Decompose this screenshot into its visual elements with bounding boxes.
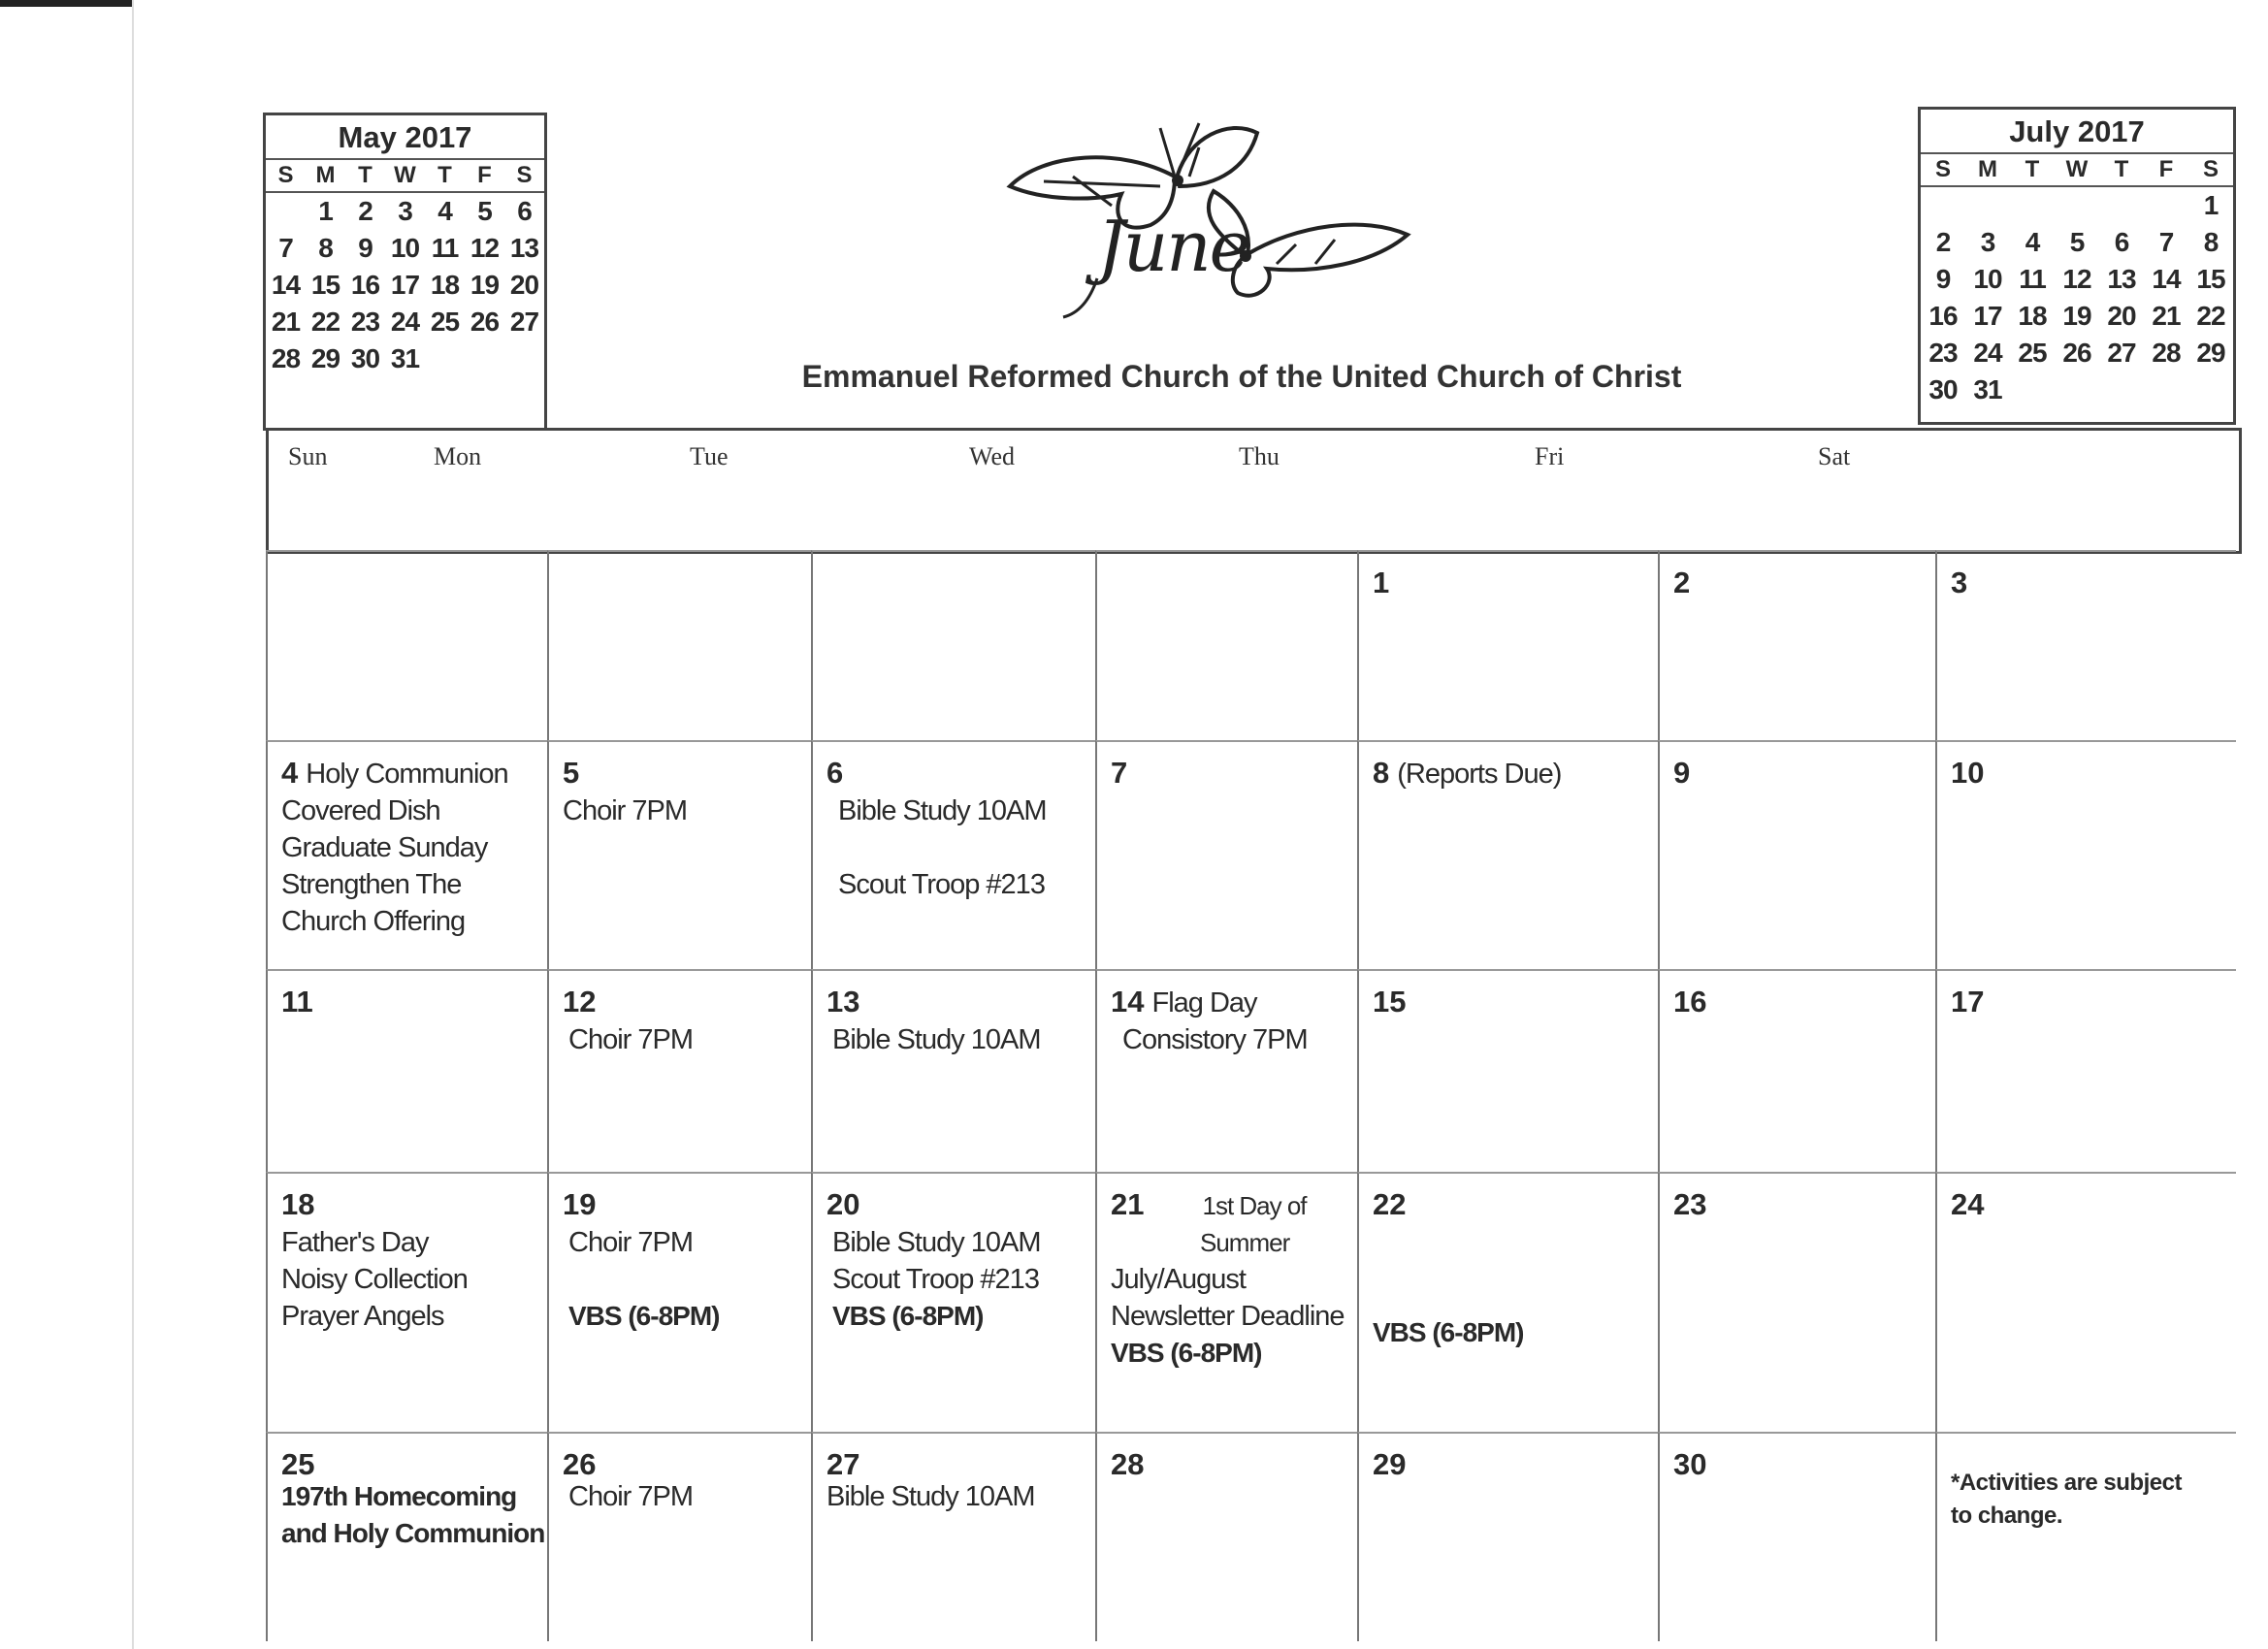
event-item: Strengthen The: [281, 869, 462, 900]
event-item: 197th Homecoming: [281, 1481, 517, 1511]
mini-week-row: [1921, 224, 2233, 261]
day-name-tue: Tue: [690, 442, 729, 470]
day-number: 8: [1373, 756, 1390, 790]
day-header-line: [826, 756, 1095, 792]
mini-date: 1: [318, 196, 333, 226]
mini-date: 8: [2203, 227, 2219, 257]
mini-date: 11: [431, 233, 459, 263]
day-number: 3: [1951, 566, 1968, 599]
day-header-line: [1673, 756, 1935, 792]
mini-date: 19: [470, 270, 500, 300]
mini-date: 22: [310, 307, 340, 337]
mini-date: 10: [390, 233, 420, 263]
day-number: 9: [1673, 756, 1691, 790]
day-number: 12: [563, 985, 597, 1018]
mini-date: 3: [1980, 227, 1995, 257]
event-item: Newsletter Deadline: [1111, 1301, 1345, 1332]
calendar-day-cell: [266, 1172, 547, 1432]
day-number: 16: [1673, 985, 1707, 1018]
mini-date: 13: [2107, 264, 2136, 294]
mini-date: 31: [1973, 374, 2002, 404]
mini-day-header: S: [1921, 154, 1965, 186]
mini-date: 16: [350, 270, 380, 300]
calendar-day-cell: [1658, 1172, 1935, 1432]
calendar-day-cell: [1357, 550, 1658, 740]
day-header-line: [1373, 985, 1658, 1021]
day-number: 10: [1951, 756, 1985, 790]
mini-date: 7: [278, 233, 293, 263]
event-item: Bible Study 10AM: [832, 1024, 1041, 1055]
mini-date: 28: [271, 343, 301, 373]
event-item: Noisy Collection: [281, 1264, 468, 1295]
calendar-day-cell: [266, 740, 547, 969]
day-name-wed: Wed: [969, 442, 1015, 470]
event-item: and Holy Communion: [281, 1518, 545, 1548]
mini-date: [425, 340, 465, 377]
mini-date: 19: [2062, 301, 2091, 331]
mini-week-row: [266, 267, 544, 304]
mini-date: 4: [2025, 227, 2040, 257]
mini-date: 15: [2196, 264, 2225, 294]
mini-date: [2010, 372, 2055, 408]
event-item: Bible Study 10AM: [838, 795, 1047, 826]
event-item: Graduate Sunday: [281, 832, 488, 863]
day-header-line: [563, 566, 811, 602]
mini-date: 22: [2196, 301, 2225, 331]
mini-date: 26: [470, 307, 500, 337]
day-name-sat: Sat: [1818, 442, 1851, 470]
mini-day-header: F: [465, 160, 504, 192]
day-number: 21: [1111, 1187, 1145, 1221]
mini-date: 27: [509, 307, 539, 337]
day-header-line: [1111, 1447, 1357, 1484]
mini-calendar-may: [263, 113, 547, 431]
day-header-line: [281, 566, 547, 602]
day-number: 27: [826, 1447, 860, 1481]
mini-date: 2: [358, 196, 373, 226]
day-header-line: [826, 1187, 1095, 1224]
day-number: 20: [826, 1187, 860, 1221]
calendar-day-cell: [1095, 1172, 1357, 1432]
mini-date: 23: [1928, 338, 1958, 368]
scan-edge-bar: [0, 0, 132, 7]
day-number: 6: [826, 756, 844, 790]
mini-date: [1921, 186, 1965, 224]
mini-date: [2099, 186, 2144, 224]
day-header-line: [1373, 1187, 1658, 1224]
day-name-sun: Sun: [288, 442, 328, 470]
day-number: 4: [281, 756, 299, 790]
mini-date: 30: [350, 343, 380, 373]
event-item: Bible Study 10AM: [826, 1481, 1035, 1512]
mini-calendar-grid: [266, 160, 544, 377]
mini-date: [2144, 186, 2188, 224]
event-item: Scout Troop #213: [838, 869, 1045, 900]
mini-date: 20: [2107, 301, 2136, 331]
calendar-day-cell: [1095, 1432, 1357, 1641]
day-number: 30: [1673, 1447, 1707, 1481]
calendar-day-cell: [1935, 740, 2236, 969]
month-script-title: June: [1097, 206, 1249, 287]
event-item: Father's Day: [281, 1227, 429, 1258]
mini-date: 5: [477, 196, 492, 226]
day-number: 28: [1111, 1447, 1145, 1481]
mini-date: 9: [358, 233, 373, 263]
mini-date: 12: [470, 233, 500, 263]
mini-date: 31: [390, 343, 420, 373]
mini-day-header: T: [2010, 154, 2055, 186]
mini-calendar-july: [1918, 107, 2236, 425]
mini-date: 4: [437, 196, 452, 226]
mini-week-row: [266, 304, 544, 340]
event-item: Prayer Angels: [281, 1301, 444, 1332]
calendar-day-cell: [266, 550, 547, 740]
mini-date: 15: [310, 270, 340, 300]
mini-date: 6: [517, 196, 532, 226]
day-header-line: [1111, 566, 1357, 602]
mini-week-row: [1921, 261, 2233, 298]
mini-day-header: S: [266, 160, 306, 192]
mini-date: 14: [2152, 264, 2181, 294]
mini-date: [266, 192, 306, 230]
mini-date: 18: [430, 270, 460, 300]
mini-week-row: [1921, 186, 2233, 224]
calendar-day-cell: [1357, 1432, 1658, 1641]
calendar-day-cell: [811, 1172, 1095, 1432]
day-number: 7: [1111, 756, 1128, 790]
calendar-day-cell: [266, 1432, 547, 1641]
mini-calendar-grid: [1921, 154, 2233, 408]
calendar-day-cell: [547, 550, 811, 740]
mini-date: 13: [509, 233, 539, 263]
event-item: July/August: [1111, 1264, 1246, 1295]
mini-date: 5: [2069, 227, 2085, 257]
mini-day-header: T: [2099, 154, 2144, 186]
day-number: 23: [1673, 1187, 1707, 1221]
mini-date: 3: [398, 196, 412, 226]
calendar-day-cell: [547, 1432, 811, 1641]
event-item: Holy Communion: [306, 759, 508, 790]
day-header-line: [563, 985, 811, 1021]
day-header-line: [563, 756, 811, 792]
mini-date: 12: [2062, 264, 2091, 294]
mini-date: 7: [2158, 227, 2174, 257]
mini-date: [2144, 372, 2188, 408]
mini-date: [2010, 186, 2055, 224]
calendar-day-cell: [811, 550, 1095, 740]
calendar-day-cell: [1095, 740, 1357, 969]
calendar-day-cell: [547, 969, 811, 1172]
day-header-line: [1673, 1187, 1935, 1224]
calendar-day-cell: [547, 1172, 811, 1432]
event-item: Consistory 7PM: [1122, 1024, 1308, 1055]
mini-date: 21: [2152, 301, 2181, 331]
mini-date: 9: [1935, 264, 1951, 294]
day-number: 19: [563, 1187, 597, 1221]
day-header-line: [563, 1187, 811, 1224]
june-butterfly-logo: [1005, 109, 1412, 327]
calendar-day-cell: [1095, 969, 1357, 1172]
event-item: Choir 7PM: [568, 1024, 693, 1055]
mini-date: 21: [271, 307, 301, 337]
day-number: 17: [1951, 985, 1985, 1018]
mini-date: 14: [271, 270, 301, 300]
mini-date: 16: [1928, 301, 1958, 331]
calendar-day-cell: [1658, 969, 1935, 1172]
calendar-day-cell: [1658, 550, 1935, 740]
day-number: 24: [1951, 1187, 1985, 1221]
event-item: 1st Day of: [1202, 1191, 1307, 1220]
event-item: Bible Study 10AM: [832, 1227, 1041, 1258]
mini-date: 23: [350, 307, 380, 337]
event-item: Choir 7PM: [563, 795, 687, 826]
mini-date: 20: [509, 270, 539, 300]
mini-date: 28: [2152, 338, 2181, 368]
calendar-day-cell: [1357, 969, 1658, 1172]
event-item: VBS (6-8PM): [1373, 1317, 1524, 1348]
mini-date: 27: [2107, 338, 2136, 368]
day-header-line: [826, 985, 1095, 1021]
day-header-line: [1373, 756, 1658, 792]
mini-date: 29: [310, 343, 340, 373]
activities-disclaimer: *Activities are subject to change.: [1951, 1470, 2182, 1529]
day-number: 22: [1373, 1187, 1407, 1221]
calendar-day-cell: [1935, 969, 2236, 1172]
day-number: 2: [1673, 566, 1691, 599]
event-item: VBS (6-8PM): [1111, 1338, 1262, 1368]
mini-day-header: M: [306, 160, 345, 192]
mini-date: [465, 340, 504, 377]
mini-week-row: [1921, 372, 2233, 408]
calendar-day-cell: [1357, 1172, 1658, 1432]
mini-calendar-title: July 2017: [1921, 110, 2233, 154]
day-number: 15: [1373, 985, 1407, 1018]
mini-date: 10: [1973, 264, 2002, 294]
event-item: Covered Dish: [281, 795, 440, 826]
mini-date: 30: [1928, 374, 1958, 404]
mini-day-header: T: [345, 160, 385, 192]
calendar-day-cell: [1658, 740, 1935, 969]
mini-date: 8: [318, 233, 333, 263]
mini-date: 26: [2062, 338, 2091, 368]
day-header-line: [281, 756, 547, 792]
mini-date: 11: [2019, 264, 2046, 294]
mini-date: 24: [1973, 338, 2002, 368]
event-item: Choir 7PM: [568, 1481, 693, 1512]
mini-date: 1: [2203, 190, 2219, 220]
mini-date: 17: [1973, 301, 2002, 331]
mini-calendar-title: May 2017: [266, 115, 544, 160]
day-number: 11: [281, 985, 313, 1018]
day-number: 29: [1373, 1447, 1407, 1481]
day-number: 18: [281, 1187, 315, 1221]
mini-week-row: [1921, 298, 2233, 335]
event-item: Scout Troop #213: [832, 1264, 1039, 1295]
mini-day-header: S: [504, 160, 544, 192]
event-item: Summer: [1200, 1228, 1290, 1257]
mini-week-row: [266, 192, 544, 230]
mini-date: [504, 340, 544, 377]
event-item: Flag Day: [1151, 987, 1257, 1018]
calendar-day-cell: [1935, 1432, 2236, 1641]
church-name-title: Emmanuel Reformed Church of the United Church of Christ: [801, 359, 1682, 394]
mini-day-header: T: [425, 160, 465, 192]
day-header-line: [281, 1187, 547, 1224]
day-number: 13: [826, 985, 860, 1018]
day-header-line: [1951, 566, 2236, 602]
day-header-line: [1951, 985, 2236, 1021]
calendar-day-cell: [266, 969, 547, 1172]
mini-date: 2: [1935, 227, 1951, 257]
mini-date: 25: [2018, 338, 2047, 368]
mini-date: 6: [2114, 227, 2129, 257]
event-item: VBS (6-8PM): [568, 1301, 720, 1331]
day-name-thu: Thu: [1239, 442, 1280, 470]
mini-week-row: [266, 230, 544, 267]
day-number: 1: [1373, 566, 1390, 599]
day-header-line: [1673, 1447, 1935, 1484]
mini-day-header: W: [2055, 154, 2099, 186]
mini-day-header: W: [385, 160, 425, 192]
day-header-line: [1111, 756, 1357, 792]
day-header-line: [1951, 756, 2236, 792]
mini-week-row: [1921, 335, 2233, 372]
mini-date: 29: [2196, 338, 2225, 368]
calendar-day-cell: [1095, 550, 1357, 740]
calendar-day-cell: [811, 969, 1095, 1172]
calendar-day-cell: [1935, 550, 2236, 740]
mini-day-header: S: [2188, 154, 2233, 186]
calendar-day-cell: [811, 740, 1095, 969]
day-number: 26: [563, 1447, 597, 1481]
mini-date: [1965, 186, 2010, 224]
day-name-fri: Fri: [1535, 442, 1565, 470]
day-header-line: [1951, 1187, 2236, 1224]
day-header-line: [1373, 1447, 1658, 1484]
day-header-line: [1673, 985, 1935, 1021]
event-item: VBS (6-8PM): [832, 1301, 984, 1331]
mini-date: 24: [390, 307, 420, 337]
mini-day-header: F: [2144, 154, 2188, 186]
calendar-day-cell: [1658, 1432, 1935, 1641]
event-item: Church Offering: [281, 906, 466, 937]
day-header-line: [826, 566, 1095, 602]
mini-week-row: [266, 340, 544, 377]
day-number: 5: [563, 756, 580, 790]
calendar-day-cell: [1935, 1172, 2236, 1432]
day-number: 14: [1111, 985, 1145, 1018]
day-header-line: [1373, 566, 1658, 602]
mini-date: [2188, 372, 2233, 408]
mini-date: [2099, 372, 2144, 408]
day-number: 25: [281, 1447, 315, 1481]
mini-date: [2055, 186, 2099, 224]
mini-date: 17: [390, 270, 420, 300]
day-header-line: [281, 985, 547, 1021]
calendar-day-cell: [811, 1432, 1095, 1641]
day-name-mon: Mon: [434, 442, 482, 470]
event-item: (Reports Due): [1397, 759, 1562, 790]
mini-date: 18: [2018, 301, 2047, 331]
calendar-day-cell: [547, 740, 811, 969]
calendar-day-cell: [1357, 740, 1658, 969]
mini-day-header: M: [1965, 154, 2010, 186]
event-item: Choir 7PM: [568, 1227, 693, 1258]
day-header-line: [1673, 566, 1935, 602]
mini-date: [2055, 372, 2099, 408]
day-header-line: [1111, 985, 1357, 1021]
mini-date: 25: [430, 307, 460, 337]
page-edge: [132, 0, 134, 1649]
day-header-line: [1111, 1187, 1357, 1224]
day-names-header: [266, 428, 2242, 554]
